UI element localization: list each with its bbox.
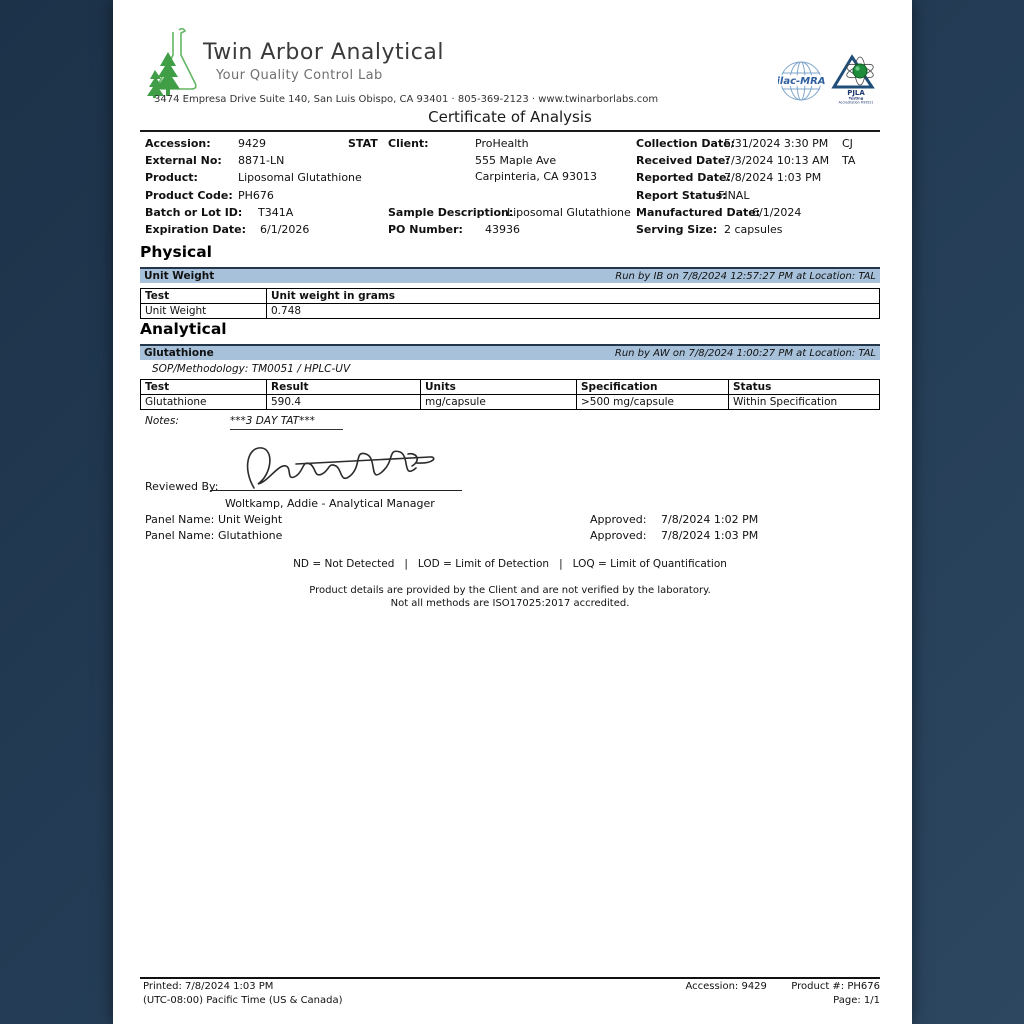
field-value: 8871-LN — [238, 154, 285, 167]
company-tagline: Your Quality Control Lab — [216, 68, 383, 83]
table-cell: Within Specification — [729, 395, 880, 410]
panel-name-label: Panel Name: — [145, 529, 215, 542]
pjla-logo — [830, 54, 882, 108]
header-divider — [140, 130, 880, 132]
abbreviation-legend: ND = Not Detected | LOD = Limit of Detection | LOQ = Limit of Quantification — [293, 558, 727, 570]
table-row — [141, 395, 880, 410]
panel-bar-glutathione — [140, 344, 880, 360]
column-header: Specification — [577, 380, 729, 395]
pjla-accreditation-number: Accreditation #99521 — [838, 100, 874, 104]
client-address-line2: Carpinteria, CA 93013 — [475, 170, 598, 183]
panel-bar-unit-weight — [140, 267, 880, 283]
notes-label: Notes: — [145, 415, 179, 427]
field-label: Serving Size: — [636, 223, 718, 236]
field-label: External No: — [145, 154, 222, 167]
reviewer-name-title: Woltkamp, Addie - Analytical Manager — [225, 497, 435, 510]
document-title: Certificate of Analysis — [428, 108, 592, 126]
approved-date: 7/8/2024 1:02 PM — [661, 513, 759, 526]
approved-date: 7/8/2024 1:03 PM — [661, 529, 759, 542]
field-label: Batch or Lot ID: — [145, 206, 243, 219]
sample-description-label: Sample Description: — [388, 206, 514, 219]
ilac-mra-globe-icon — [778, 60, 825, 102]
field-value: T341A — [258, 206, 294, 219]
field-value: 2 capsules — [724, 223, 783, 236]
column-header: Test — [141, 380, 267, 395]
table-cell: 0.748 — [267, 304, 880, 319]
column-header: Result — [267, 380, 421, 395]
ilac-mra-logo — [778, 60, 825, 106]
field-label: Reported Date: — [636, 171, 731, 184]
company-name: Twin Arbor Analytical — [203, 40, 444, 65]
footer-accession: Accession: 9429 — [685, 981, 767, 992]
client-name: ProHealth — [475, 137, 529, 150]
sample-description-value: Liposomal Glutathione — [507, 206, 631, 219]
field-value: 7/8/2024 1:03 PM — [724, 171, 822, 184]
pjla-accreditation-icon — [830, 54, 882, 104]
disclaimer-line1: Product details are provided by the Client and are not verified by the laboratory. — [309, 585, 711, 596]
company-logo — [146, 24, 208, 102]
section-heading-analytical: Analytical — [140, 320, 227, 338]
column-header: Unit weight in grams — [267, 289, 880, 304]
field-value: 6/1/2024 — [752, 206, 802, 219]
notes-value: ***3 DAY TAT*** — [230, 414, 343, 430]
printed-timestamp: Printed: 7/8/2024 1:03 PM — [143, 981, 274, 992]
po-number-label: PO Number: — [388, 223, 463, 236]
column-header: Status — [729, 380, 880, 395]
footer-right-line1 — [685, 980, 880, 994]
signature-line — [210, 452, 462, 491]
page-number: Page: 1/1 — [833, 995, 880, 1006]
panel-bar-title: Glutathione — [144, 347, 214, 359]
pjla-name: PJLA — [847, 89, 865, 97]
field-label: Received Date: — [636, 154, 730, 167]
table-cell: >500 mg/capsule — [577, 395, 729, 410]
footer-divider — [140, 977, 880, 979]
document-content — [140, 0, 880, 1024]
field-value: FINAL — [718, 189, 750, 202]
column-header: Units — [421, 380, 577, 395]
table-header-row — [141, 380, 880, 395]
field-label: Report Status: — [636, 189, 727, 202]
pjla-testing: Testing — [848, 96, 864, 101]
approved-label: Approved: — [590, 513, 647, 526]
field-value: 9429 — [238, 137, 266, 150]
sop-methodology: SOP/Methodology: TM0051 / HPLC-UV — [152, 363, 351, 375]
panel-run-info: Run by IB on 7/8/2024 12:57:27 PM at Location: TAL — [615, 270, 876, 282]
analytical-results-table — [140, 379, 880, 410]
section-heading-physical: Physical — [140, 243, 212, 261]
po-number-value: 43936 — [485, 223, 520, 236]
panel-run-info: Run by AW on 7/8/2024 1:00:27 PM at Location: TAL — [614, 347, 876, 359]
table-cell: Glutathione — [141, 395, 267, 410]
table-row — [141, 304, 880, 319]
field-value: 5/31/2024 3:30 PM — [724, 137, 829, 150]
field-label: Product Code: — [145, 189, 233, 202]
document-page — [113, 0, 912, 1024]
panel-bar-title: Unit Weight — [144, 270, 215, 282]
company-address: 3474 Empresa Drive Suite 140, San Luis Obispo, CA 93401 · 805-369-2123 · www.twinarborlabs.com — [154, 94, 659, 105]
reviewed-by-label: Reviewed By: — [145, 480, 219, 493]
approved-label: Approved: — [590, 529, 647, 542]
table-header-row — [141, 289, 880, 304]
footer-product: Product #: PH676 — [791, 981, 880, 992]
panel-name-label: Panel Name: — [145, 513, 215, 526]
panel-name-value: Unit Weight — [218, 513, 283, 526]
table-cell: 590.4 — [267, 395, 421, 410]
field-label: Accession: — [145, 137, 211, 150]
timezone: (UTC-08:00) Pacific Time (US & Canada) — [143, 995, 343, 1006]
field-label: Expiration Date: — [145, 223, 247, 236]
ilac-mra-label: ilac-MRA — [778, 76, 825, 87]
disclaimer-line2: Not all methods are ISO17025:2017 accredited. — [390, 598, 630, 609]
physical-results-table — [140, 288, 880, 319]
field-label: Collection Date: — [636, 137, 736, 150]
field-value: PH676 — [238, 189, 274, 202]
column-header: Test — [141, 289, 267, 304]
field-value: 7/3/2024 10:13 AM — [724, 154, 830, 167]
stat-flag: STAT — [348, 137, 378, 150]
client-label: Client: — [388, 137, 429, 150]
panel-name-value: Glutathione — [218, 529, 283, 542]
client-address-line1: 555 Maple Ave — [475, 154, 557, 167]
tree-flask-icon — [146, 24, 208, 98]
field-value: 6/1/2026 — [260, 223, 310, 236]
reviewer-initials: TA — [842, 154, 856, 167]
table-cell: mg/capsule — [421, 395, 577, 410]
field-value: Liposomal Glutathione — [238, 171, 362, 184]
reviewer-initials: CJ — [842, 137, 853, 150]
field-label: Product: — [145, 171, 198, 184]
field-label: Manufactured Date: — [636, 206, 761, 219]
table-cell: Unit Weight — [141, 304, 267, 319]
